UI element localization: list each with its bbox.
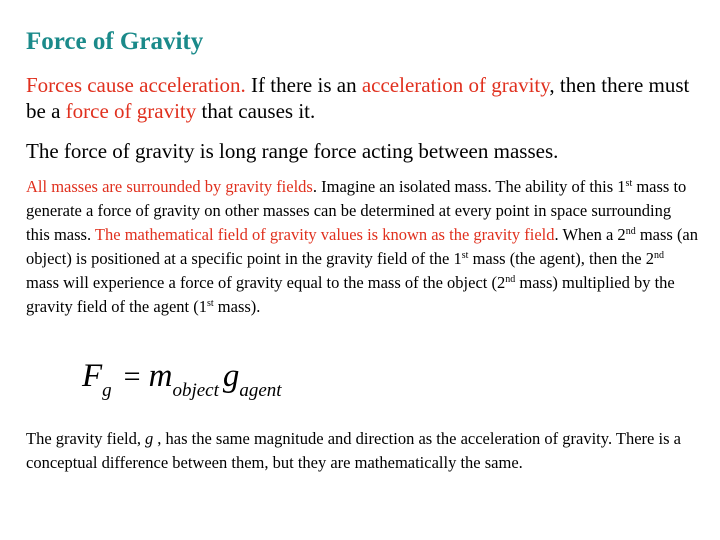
formula-g: g [222,358,240,394]
text-segment: mass (an object) is positioned at a specific point in the gravity field of the 1 [26,225,699,268]
highlight-gravity-field-definition: The mathematical field of gravity values is known as the gravity field [94,225,555,244]
slide-title: Force of Gravity [26,28,204,55]
text-segment: , then there must be a [26,73,690,123]
text-segment: . When a 2 [554,225,626,244]
text-segment: mass will experience a force of gravity equal to the mass of the object (2 [26,273,506,292]
formula-g-subscript: agent [239,380,282,401]
formula-F: F [82,358,103,394]
text-segment: , has the same magnitude and direction as the acceleration of gravity. There is a conceptual difference between them, but they are mathematically the same. [26,429,681,472]
highlight-acceleration-of-gravity: acceleration of gravity [361,73,550,97]
text-segment: that causes it. [196,99,316,123]
highlight-forces-cause-acceleration: Forces cause acceleration. [26,73,246,97]
text-segment: mass (the agent), then the 2 [468,249,655,268]
text-segment: The gravity field, [26,429,142,448]
ordinal-suffix: st [206,298,214,309]
gravity-field-symbol: g [145,429,154,448]
text-segment: . Imagine an isolated mass. The ability of this 1 [312,177,626,196]
highlight-force-of-gravity: force of gravity [65,99,197,123]
text-segment: mass). [213,297,261,316]
ordinal-suffix: nd [505,274,516,285]
highlight-gravity-fields: All masses are surrounded by gravity fields [26,177,313,196]
text-segment: mass) multiplied by the gravity field of the agent (1 [26,273,675,316]
intro-paragraph [26,72,706,124]
gravity-field-paragraph [26,175,698,319]
formula-equals: = [123,360,141,393]
text-segment: If there is an [245,73,362,97]
ordinal-suffix: nd [625,226,636,237]
ordinal-suffix: st [625,178,633,189]
field-vs-acceleration-paragraph [26,427,706,475]
text-segment: mass to generate a force of gravity on other masses can be determined at every point in space surrounding this mass. [26,177,687,244]
formula-m-subscript: object [172,380,219,401]
long-range-paragraph: The force of gravity is long range force acting between masses. [26,139,559,163]
formula-m: m [148,358,173,394]
ordinal-suffix: nd [654,250,665,261]
ordinal-suffix: st [461,250,469,261]
formula-F-subscript: g [102,380,112,401]
gravity-force-equation [82,358,382,414]
